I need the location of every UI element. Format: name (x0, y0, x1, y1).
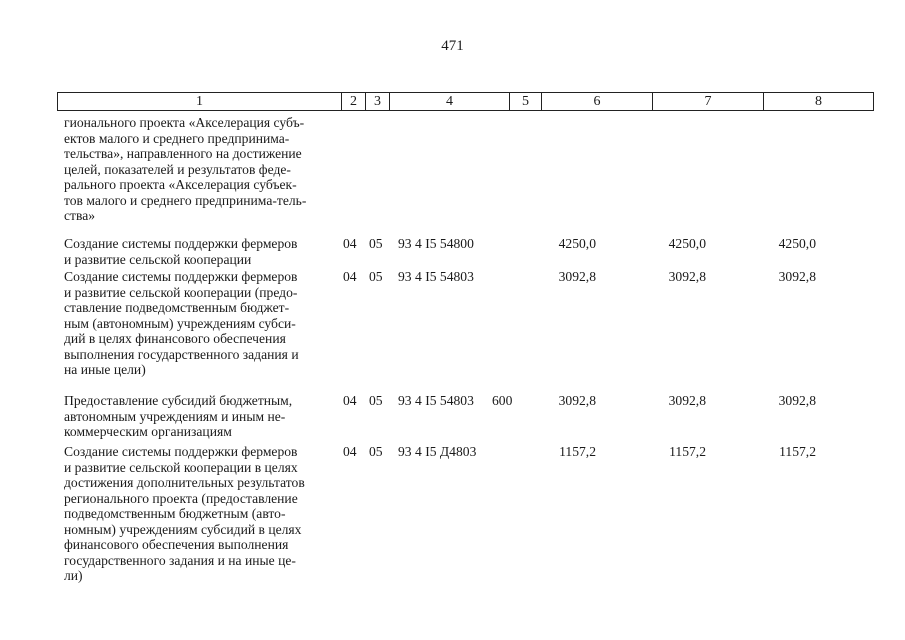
amount-col-7: 3092,8 (668, 393, 706, 408)
subsection-code: 05 (369, 444, 383, 459)
description-line: целей, показателей и результатов феде- (64, 161, 291, 177)
column-header-7: 7 (653, 93, 764, 111)
subsection-code: 05 (369, 236, 383, 251)
amount-col-8: 3092,8 (778, 269, 816, 284)
description-line: достижения дополнительных результатов (64, 475, 305, 490)
description-line: Предоставление субсидий бюджетным, (64, 393, 293, 408)
amount-col-7: 1157,2 (669, 444, 706, 459)
expense-type-code: 600 (492, 393, 513, 408)
row-description (64, 115, 336, 224)
description-line: ставление подведомственным бюджет- (64, 300, 290, 315)
description-line: коммерческим организациям (64, 424, 232, 439)
row-description (64, 393, 336, 440)
amount-col-8: 4250,0 (778, 236, 816, 251)
description-line: Создание системы поддержки фермеров (64, 444, 298, 459)
amount-col-8: 3092,8 (778, 393, 816, 408)
amount-col-7: 4250,0 (668, 236, 706, 251)
target-article-code: 93 4 I5 54800 (398, 236, 474, 251)
description-line: тельства», направленного на достижение (64, 146, 302, 161)
description-line: гионального проекта «Акселерация субъ- (64, 115, 305, 130)
description-line: государственного задания и на иные це- (64, 552, 296, 568)
column-header-row (58, 93, 874, 111)
description-line: и развитие сельской кооперации (64, 251, 252, 267)
description-line: тов малого и среднего предпринима-тель- (64, 192, 307, 208)
target-article-code: 93 4 I5 54803 (398, 269, 474, 284)
description-line: дий в целях финансового обеспечения (64, 331, 286, 346)
description-line: регионального проекта (предоставление (64, 490, 298, 506)
description-line: автономным учреждениям и иным не- (64, 408, 286, 424)
column-header-table (57, 92, 874, 111)
description-line: финансового обеспечения выполнения (64, 537, 289, 552)
section-code: 04 (343, 236, 357, 251)
description-line: ли) (64, 568, 83, 583)
description-line: номным) учреждениям субсидий в целях (64, 521, 302, 537)
target-article-code: 93 4 I5 Д4803 (398, 444, 477, 459)
description-line: ным (автономным) учреждениям субси- (64, 315, 296, 331)
row-description (64, 269, 336, 378)
section-code: 04 (343, 393, 357, 408)
description-line: на иные цели) (64, 362, 146, 377)
description-line: выполнения государственного задания и (64, 346, 299, 362)
column-header-3: 3 (366, 93, 390, 111)
target-article-code: 93 4 I5 54803 (398, 393, 474, 408)
row-description (64, 236, 336, 267)
description-line: рального проекта «Акселерация субъек- (64, 177, 297, 192)
amount-col-7: 3092,8 (668, 269, 706, 284)
description-line: и развитие сельской кооперации в целях (64, 459, 298, 475)
column-header-4: 4 (390, 93, 510, 111)
subsection-code: 05 (369, 269, 383, 284)
row-description (64, 444, 336, 584)
description-line: Создание системы поддержки фермеров (64, 269, 298, 284)
section-code: 04 (343, 444, 357, 459)
page-number: 471 (441, 38, 464, 54)
amount-col-6: 3092,8 (558, 393, 596, 408)
description-line: Создание системы поддержки фермеров (64, 236, 298, 251)
column-header-6: 6 (542, 93, 653, 111)
description-line: и развитие сельской кооперации (предо- (64, 284, 298, 300)
amount-col-6: 1157,2 (559, 444, 596, 459)
column-header-1: 1 (58, 93, 342, 111)
description-line: подведомственным бюджетным (авто- (64, 506, 286, 521)
amount-col-6: 4250,0 (558, 236, 596, 251)
column-header-8: 8 (764, 93, 874, 111)
section-code: 04 (343, 269, 357, 284)
description-line: ства» (64, 208, 96, 223)
amount-col-6: 3092,8 (558, 269, 596, 284)
column-header-2: 2 (342, 93, 366, 111)
column-header-5: 5 (510, 93, 542, 111)
amount-col-8: 1157,2 (779, 444, 816, 459)
subsection-code: 05 (369, 393, 383, 408)
description-line: ектов малого и среднего предпринима- (64, 130, 290, 146)
